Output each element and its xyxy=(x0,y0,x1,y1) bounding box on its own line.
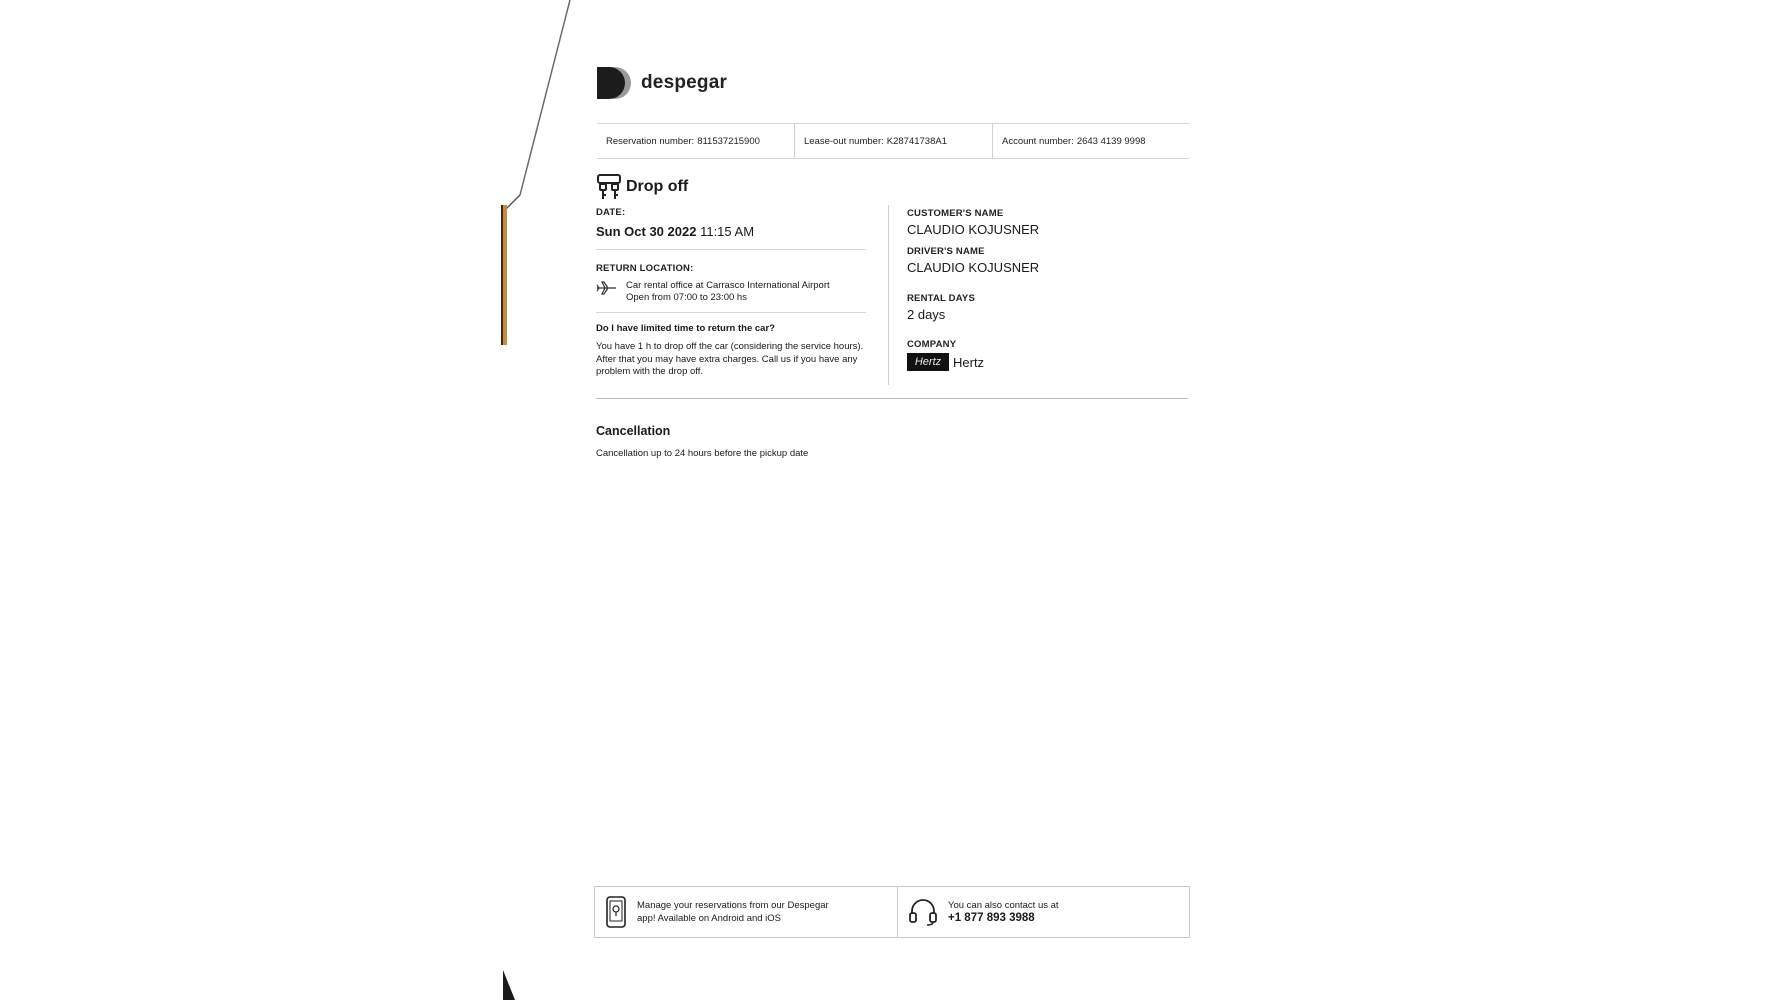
app-promo-line-1: Manage your reservations from our Despegar xyxy=(637,900,829,911)
dropoff-title-text: Drop off xyxy=(626,178,689,195)
contact-text: You can also contact us at xyxy=(948,900,1059,911)
return-location-label: RETURN LOCATION: xyxy=(596,263,694,274)
app-promo-line-2: app! Available on Android and iOS xyxy=(637,913,782,924)
dropoff-date-day: Sun Oct 30 2022 xyxy=(596,224,697,239)
company xyxy=(907,353,1187,371)
cancellation-policy: Cancellation up to 24 hours before the pickup date xyxy=(596,448,809,459)
reservation-number: Reservation number: 811537215900 xyxy=(597,124,795,158)
company-name: Hertz xyxy=(953,354,985,370)
account-number: Account number: 2643 4139 9998 xyxy=(1002,135,1146,147)
contact-info xyxy=(898,887,1059,937)
divider xyxy=(596,249,866,250)
column-divider xyxy=(888,205,889,385)
dropoff-date xyxy=(596,224,881,239)
lease-out-number: Lease-out number: K28741738A1 xyxy=(795,124,993,158)
reference-numbers-bar xyxy=(597,123,1189,159)
return-location-name: Car rental office at Carrasco International Airport xyxy=(626,280,830,291)
return-time-question: Do I have limited time to return the car? xyxy=(596,323,775,334)
customer-name: CLAUDIO KOJUSNER xyxy=(907,222,1040,237)
phone-number[interactable]: +1 877 893 3988 xyxy=(948,912,1035,924)
company-label: COMPANY xyxy=(907,339,957,350)
rental-details xyxy=(907,208,1187,371)
app-promo xyxy=(595,887,898,937)
car-key-icon xyxy=(596,173,622,201)
cancellation-title: Cancellation xyxy=(596,424,671,438)
footer-contact-bar xyxy=(594,886,1190,938)
dropoff-details xyxy=(596,207,881,379)
dropoff-title xyxy=(596,173,688,201)
rental-days-label: RENTAL DAYS xyxy=(907,293,976,304)
return-location xyxy=(596,280,881,304)
rental-days: 2 days xyxy=(907,307,946,322)
despegar-logo-icon xyxy=(595,65,631,101)
confirmation-page xyxy=(595,55,1195,955)
airplane-icon xyxy=(596,280,618,296)
hertz-logo: Hertz xyxy=(907,353,949,371)
return-location-hours: Open from 07:00 to 23:00 hs xyxy=(626,292,747,303)
headset-icon xyxy=(908,898,938,926)
driver-name: CLAUDIO KOJUSNER xyxy=(907,260,1040,275)
dropoff-time: 11:15 AM xyxy=(700,224,755,239)
driver-name-label: DRIVER'S NAME xyxy=(907,246,985,257)
section-divider xyxy=(596,398,1188,399)
mobile-phone-icon xyxy=(605,896,627,928)
despegar-logo xyxy=(595,65,727,101)
return-time-answer: You have 1 h to drop off the car (considering the service hours). After that you may have extra charges. Call us if you have any problem with the drop off. xyxy=(596,341,864,377)
divider xyxy=(596,312,866,313)
date-label: DATE: xyxy=(596,207,626,218)
brand-name: despegar xyxy=(641,72,728,93)
customer-name-label: CUSTOMER'S NAME xyxy=(907,208,1004,219)
